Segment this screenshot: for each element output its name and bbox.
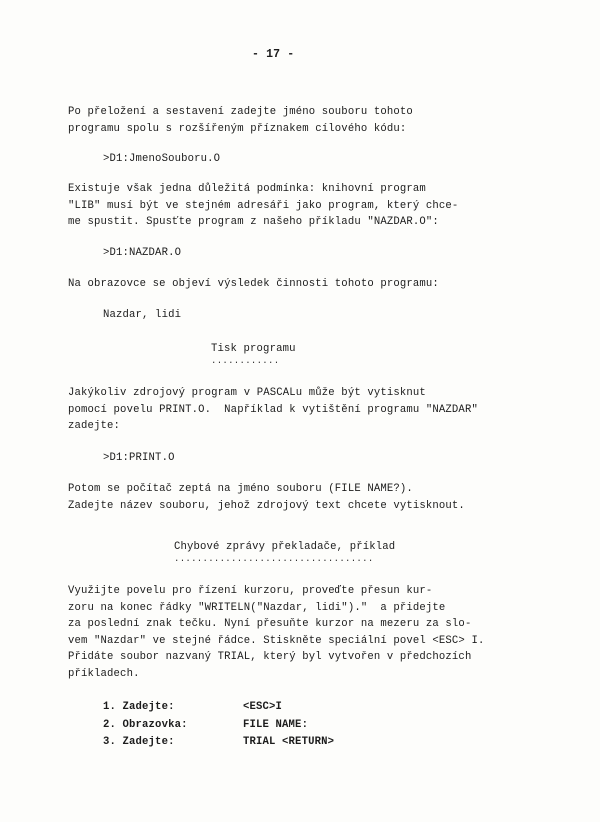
intro-paragraph bbox=[68, 104, 528, 137]
program-output: Nazdar, lidi bbox=[103, 309, 182, 321]
step-value: TRIAL <RETURN> bbox=[243, 736, 335, 748]
paragraph-line: "LIB" musí být ve stejném adresáři jako program, který chce- bbox=[68, 199, 459, 212]
paragraph-line: Na obrazovce se objeví výsledek činnosti tohoto programu: bbox=[68, 278, 439, 290]
paragraph-line: me spustit. Spusťte program z našeho příkladu "NAZDAR.O": bbox=[68, 216, 439, 229]
section-heading: Tisk programu bbox=[211, 343, 296, 355]
command-line: >D1:PRINT.O bbox=[103, 452, 175, 464]
print-paragraph bbox=[68, 385, 528, 435]
paragraph-line: vem "Nazdar" ve stejné řádce. Stiskněte speciální povel <ESC> I. bbox=[68, 634, 485, 647]
step-label: 2. Obrazovka: bbox=[103, 718, 188, 731]
paragraph-line: Využijte povelu pro řízení kurzoru, proveďte přesun kur- bbox=[68, 585, 433, 597]
errors-paragraph bbox=[68, 583, 528, 683]
steps-list bbox=[103, 699, 334, 752]
filename-paragraph bbox=[68, 481, 528, 514]
paragraph-line: Existuje však jedna důležitá podmínka: knihovní program bbox=[68, 183, 426, 195]
result-paragraph bbox=[68, 276, 528, 293]
command-line: >D1:JmenoSouboru.O bbox=[103, 153, 221, 165]
paragraph-line: zadejte: bbox=[68, 420, 121, 433]
paragraph-line: příkladech. bbox=[68, 667, 140, 680]
heading-underline: ............ bbox=[211, 356, 280, 366]
paragraph-line: Jakýkoliv zdrojový program v PASCALu může být vytisknut bbox=[68, 387, 426, 399]
paragraph-line: Potom se počítač zeptá na jméno souboru (FILE NAME?). bbox=[68, 483, 413, 495]
step-value: <ESC>I bbox=[243, 701, 283, 713]
heading-underline: ................................... bbox=[174, 554, 374, 564]
list-item bbox=[103, 717, 334, 735]
paragraph-line: Zadejte název souboru, jehož zdrojový text chcete vytisknout. bbox=[68, 499, 465, 512]
list-item bbox=[103, 699, 334, 717]
paragraph-line: Přidáte soubor nazvaný TRIAL, který byl vytvořen v předchozích bbox=[68, 651, 472, 664]
paragraph-line: za poslední znak tečku. Nyní přesuňte kurzor na mezeru za slo- bbox=[68, 618, 472, 631]
paragraph-line: zoru na konec řádky "WRITELN("Nazdar, lidi")." a přidejte bbox=[68, 601, 446, 614]
paragraph-line: Po přeložení a sestavení zadejte jméno souboru tohoto bbox=[68, 106, 413, 118]
paragraph-line: pomocí povelu PRINT.O. Například k vytištění programu "NAZDAR" bbox=[68, 403, 478, 416]
condition-paragraph bbox=[68, 181, 528, 231]
step-value: FILE NAME: bbox=[243, 718, 309, 731]
step-label: 3. Zadejte: bbox=[103, 736, 175, 748]
step-label: 1. Zadejte: bbox=[103, 701, 175, 713]
list-item bbox=[103, 734, 334, 752]
paragraph-line: programu spolu s rozšířeným příznakem cílového kódu: bbox=[68, 122, 407, 135]
command-line: >D1:NAZDAR.O bbox=[103, 247, 182, 259]
section-heading: Chybové zprávy překladače, příklad bbox=[174, 541, 396, 553]
page-number: - 17 - bbox=[252, 48, 295, 61]
